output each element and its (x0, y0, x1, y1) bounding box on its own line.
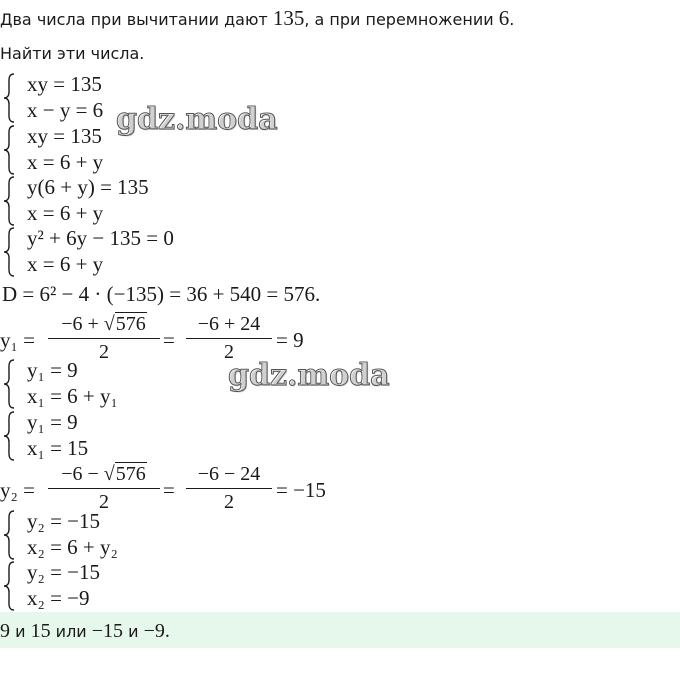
system-8-line-1: y₂ = −15 (27, 560, 101, 584)
system-6-line-1: y₁ = 9 (27, 410, 78, 434)
brace-icon (2, 560, 16, 612)
y2-lhs: y₂ = (0, 478, 35, 502)
y2-fraction-1: −6 − √576 2 (48, 462, 160, 513)
problem-task: Найти эти числа. (0, 44, 145, 63)
watermark-logo: gdz.moda (228, 358, 390, 393)
y2-fraction-2: −6 − 24 2 (186, 462, 272, 513)
system-5-line-2: x₁ = 6 + y₁ (27, 384, 118, 408)
brace-icon (2, 226, 16, 278)
y1-lhs: y₁ = (0, 328, 35, 352)
system-3-line-1: y(6 + y) = 135 (27, 175, 149, 199)
answer-box (0, 612, 680, 648)
brace-icon (2, 358, 16, 410)
y2-result: = −15 (276, 478, 326, 502)
system-1-line-1: xy = 135 (27, 72, 102, 96)
system-2-line-2: x = 6 + y (27, 150, 104, 174)
system-6-line-2: x₁ = 15 (27, 436, 89, 460)
system-4-line-1: y² + 6y − 135 = 0 (27, 226, 174, 250)
system-7-line-2: x₂ = 6 + y₂ (27, 535, 118, 559)
y1-fraction-2: −6 + 24 2 (186, 312, 272, 363)
system-3-line-2: x = 6 + y (27, 201, 104, 225)
brace-icon (2, 175, 16, 227)
y1-result: = 9 (276, 328, 304, 352)
y2-equals: = (163, 478, 175, 502)
y1-fraction-1: −6 + √576 2 (48, 312, 160, 363)
watermark-logo: gdz.moda (116, 102, 278, 137)
brace-icon (2, 509, 16, 561)
system-8-line-2: x₂ = −9 (27, 586, 90, 610)
discriminant-line: D = 6² − 4 · (−135) = 36 + 540 = 576. (2, 282, 321, 306)
system-1-line-2: x − y = 6 (27, 98, 104, 122)
answer-text: 9 и 15 или −15 и −9. (0, 620, 170, 642)
system-7-line-1: y₂ = −15 (27, 509, 101, 533)
brace-icon (2, 72, 16, 124)
problem-statement: Два числа при вычитании дают 135, а при перемножении 6. (0, 6, 515, 30)
y1-equals: = (163, 328, 175, 352)
system-5-line-1: y₁ = 9 (27, 358, 78, 382)
brace-icon (2, 124, 16, 176)
system-2-line-1: xy = 135 (27, 124, 102, 148)
system-4-line-2: x = 6 + y (27, 252, 104, 276)
brace-icon (2, 410, 16, 462)
